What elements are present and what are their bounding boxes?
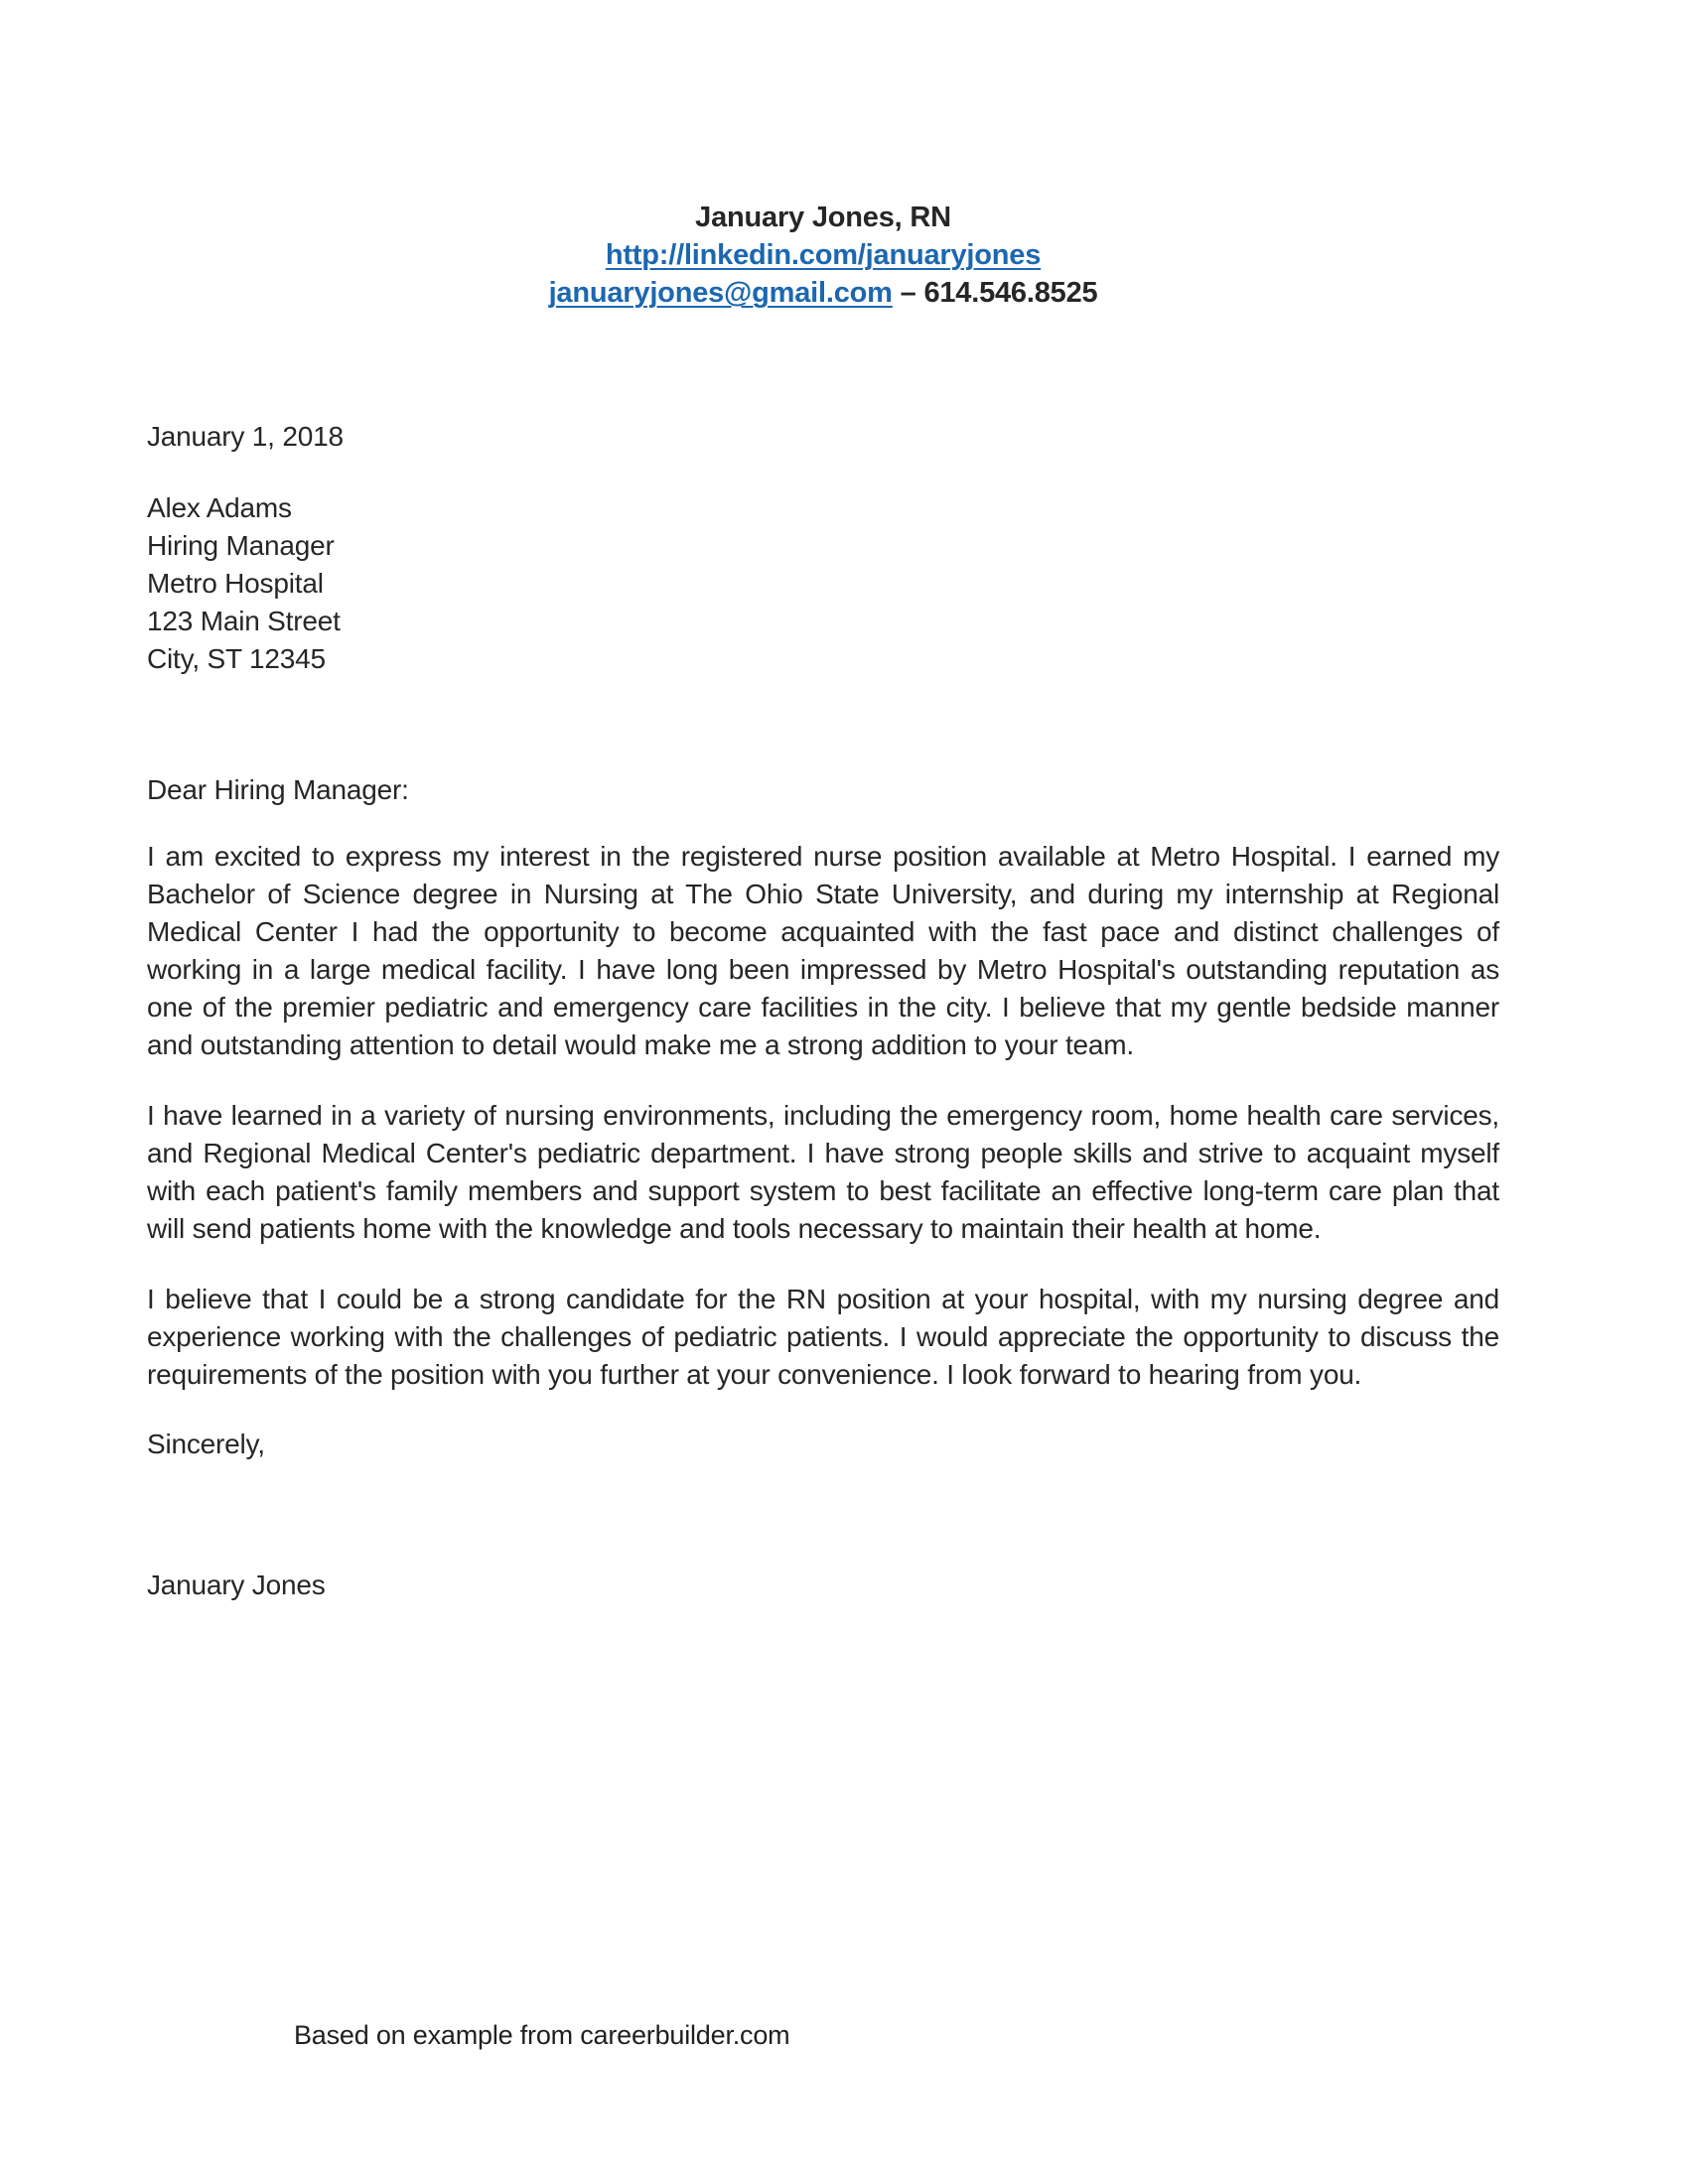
- attribution-note: Based on example from careerbuilder.com: [294, 2020, 790, 2050]
- recipient-name: Alex Adams: [147, 492, 292, 523]
- salutation: Dear Hiring Manager:: [147, 774, 409, 805]
- email-link[interactable]: januaryjones@gmail.com: [548, 277, 893, 309]
- letter-content: [147, 0, 1499, 2050]
- body-paragraph-1: I am excited to express my interest in the registered nurse position available at Metro Hospital. I earned my Bachelor of Science degree in Nursing at The Ohio State University, and during my internship at Regional Medical Center I had the opportunity to become acquainted with the fast pace and distinct challenges of working in a large medical facility. I have long been impressed by Metro Hospital's outstanding reputation as one of the premier pediatric and emergency care facilities in the city. I believe that my gentle bedside manner and outstanding attention to detail would make me a strong addition to your team.: [147, 841, 1499, 1060]
- letter-header: [147, 0, 1499, 312]
- contact-line: [147, 274, 1499, 312]
- linkedin-line: [147, 236, 1499, 274]
- signature-name: January Jones: [147, 1570, 326, 1600]
- recipient-street: 123 Main Street: [147, 606, 341, 636]
- sender-name: January Jones, RN: [695, 202, 951, 233]
- phone-number: 614.546.8525: [923, 277, 1098, 309]
- recipient-company: Metro Hospital: [147, 568, 324, 599]
- closing: Sincerely,: [147, 1429, 265, 1459]
- body-paragraph-2: I have learned in a variety of nursing environments, including the emergency room, home health care services, and Regional Medical Center's pediatric department. I have strong people skills and strive to acquaint myself with each patient's family members and support system to best facilitate an effective long-term care plan that will send patients home with the knowledge and tools necessary to maintain their health at home.: [147, 1100, 1499, 1244]
- recipient-title: Hiring Manager: [147, 530, 335, 561]
- letter-date: January 1, 2018: [147, 421, 344, 452]
- recipient-address: [147, 489, 1499, 678]
- phone-separator: –: [892, 277, 924, 309]
- recipient-city: City, ST 12345: [147, 643, 326, 674]
- letter-body: [147, 418, 1499, 1604]
- linkedin-link[interactable]: http://linkedin.com/januaryjones: [605, 239, 1042, 271]
- body-paragraph-3: I believe that I could be a strong candidate for the RN position at your hospital, with my nursing degree and experience working with the challenges of pediatric patients. I would appreciate the opportunity to discuss the requirements of the position with you further at your convenience. I look forward to hearing from you.: [147, 1284, 1499, 1390]
